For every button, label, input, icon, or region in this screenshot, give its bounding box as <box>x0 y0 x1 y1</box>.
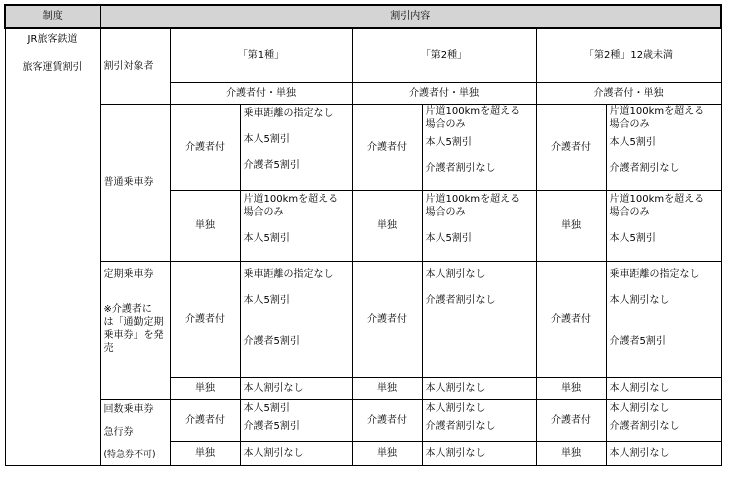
coupon-label-cell <box>100 399 170 465</box>
ordinary-alone-type2 <box>422 190 536 261</box>
cell-line: 本人割引なし <box>425 268 486 280</box>
role-alone: 単独 <box>536 190 606 261</box>
commuter-with-type2-under12 <box>606 261 721 377</box>
cell-line: 本人割引なし <box>609 294 670 306</box>
cell-line: 乗車距離の指定なし <box>243 268 334 280</box>
coupon-alone-type2: 本人割引なし <box>422 441 536 465</box>
cell-line: 本人5割引 <box>425 136 472 148</box>
commuter-alone-type2: 本人割引なし <box>422 377 536 399</box>
cell-line: 本人5割引 <box>609 232 656 244</box>
system-line-1: JR旅客鉄道 <box>27 34 78 45</box>
ordinary-with-type1 <box>240 104 352 190</box>
coupon-with-type1 <box>240 399 352 441</box>
role-with: 介護者付 <box>170 104 240 190</box>
companion-type-2-under12: 介護者付・単独 <box>536 82 721 104</box>
role-with: 介護者付 <box>536 399 606 441</box>
commuter-alone-type2-under12: 本人割引なし <box>606 377 721 399</box>
role-with: 介護者付 <box>536 261 606 377</box>
coupon-alone-type1: 本人割引なし <box>240 441 352 465</box>
target-label: 割引対象者 <box>100 28 170 104</box>
role-alone: 単独 <box>170 377 240 399</box>
cell-line: 乗車距離の指定なし <box>609 268 700 280</box>
coupon-alone-type2-under12: 本人割引なし <box>606 441 721 465</box>
cell-line: 本人割引なし <box>425 402 486 414</box>
type-2: 「第2種」 <box>352 28 536 82</box>
role-alone: 単独 <box>170 441 240 465</box>
cell-line: 片道100kmを超える 場合のみ <box>609 105 705 130</box>
role-with: 介護者付 <box>170 261 240 377</box>
header-discount-content: 割引内容 <box>100 5 721 28</box>
type-2-under12: 「第2種」12歳未満 <box>536 28 721 82</box>
ordinary-with-row <box>5 104 721 190</box>
commuter-label: 定期乗車券 <box>103 268 154 280</box>
role-with: 介護者付 <box>352 261 422 377</box>
commuter-with-type2 <box>422 261 536 377</box>
cell-line: 介護者5割引 <box>609 335 666 347</box>
commuter-alone-type1: 本人割引なし <box>240 377 352 399</box>
coupon-label-2: 急行券 <box>103 426 134 438</box>
cell-line: 本人5割引 <box>243 232 290 244</box>
cell-line: 本人5割引 <box>609 136 656 148</box>
commuter-with-row <box>5 261 721 377</box>
discount-table-container <box>4 4 722 466</box>
cell-line: 本人5割引 <box>243 133 290 145</box>
discount-table <box>4 4 722 466</box>
role-alone: 単独 <box>170 190 240 261</box>
role-with: 介護者付 <box>352 399 422 441</box>
ordinary-with-type2 <box>422 104 536 190</box>
cell-line: 片道100kmを超える 場合のみ <box>425 193 521 218</box>
cell-line: 介護者割引なし <box>609 162 680 174</box>
role-with: 介護者付 <box>170 399 240 441</box>
coupon-with-row <box>5 399 721 441</box>
header-system: 制度 <box>5 5 100 28</box>
companion-type-1: 介護者付・単独 <box>170 82 352 104</box>
cell-line: 介護者5割引 <box>243 420 300 432</box>
role-alone: 単独 <box>536 441 606 465</box>
system-line-2: 旅客運賃割引 <box>22 62 83 73</box>
ordinary-label: 普通乗車券 <box>100 104 170 261</box>
coupon-label-3: (特急券不可) <box>103 449 156 460</box>
coupon-with-type2 <box>422 399 536 441</box>
cell-line: 片道100kmを超える 場合のみ <box>425 105 521 130</box>
cell-line: 介護者割引なし <box>609 420 680 432</box>
cell-line: 本人5割引 <box>425 232 472 244</box>
role-alone: 単独 <box>352 377 422 399</box>
commuter-label-cell <box>100 261 170 399</box>
coupon-with-type2-under12 <box>606 399 721 441</box>
cell-line: 本人5割引 <box>243 402 290 414</box>
role-alone: 単独 <box>352 190 422 261</box>
commuter-with-type1 <box>240 261 352 377</box>
role-alone: 単独 <box>352 441 422 465</box>
coupon-label-1: 回数乗車券 <box>103 403 154 415</box>
commuter-note: ※介護者に は「通勤定期 乗車券」を発 売 <box>103 303 164 354</box>
cell-line: 介護者割引なし <box>425 162 496 174</box>
ordinary-with-type2-under12 <box>606 104 721 190</box>
system-cell <box>5 28 100 465</box>
cell-line: 乗車距離の指定なし <box>243 107 334 119</box>
cell-line: 介護者5割引 <box>243 335 300 347</box>
cell-line: 介護者5割引 <box>243 159 300 171</box>
cell-line: 片道100kmを超える 場合のみ <box>609 193 705 218</box>
companion-type-2: 介護者付・単独 <box>352 82 536 104</box>
cell-line: 本人割引なし <box>609 402 670 414</box>
target-row <box>5 28 721 82</box>
role-alone: 単独 <box>536 377 606 399</box>
type-1: 「第1種」 <box>170 28 352 82</box>
cell-line: 介護者割引なし <box>425 420 496 432</box>
ordinary-alone-type1 <box>240 190 352 261</box>
header-row <box>5 5 721 28</box>
cell-line: 本人5割引 <box>243 294 290 306</box>
cell-line: 介護者割引なし <box>425 294 496 306</box>
ordinary-alone-type2-under12 <box>606 190 721 261</box>
role-with: 介護者付 <box>352 104 422 190</box>
cell-line: 片道100kmを超える 場合のみ <box>243 193 339 218</box>
role-with: 介護者付 <box>536 104 606 190</box>
